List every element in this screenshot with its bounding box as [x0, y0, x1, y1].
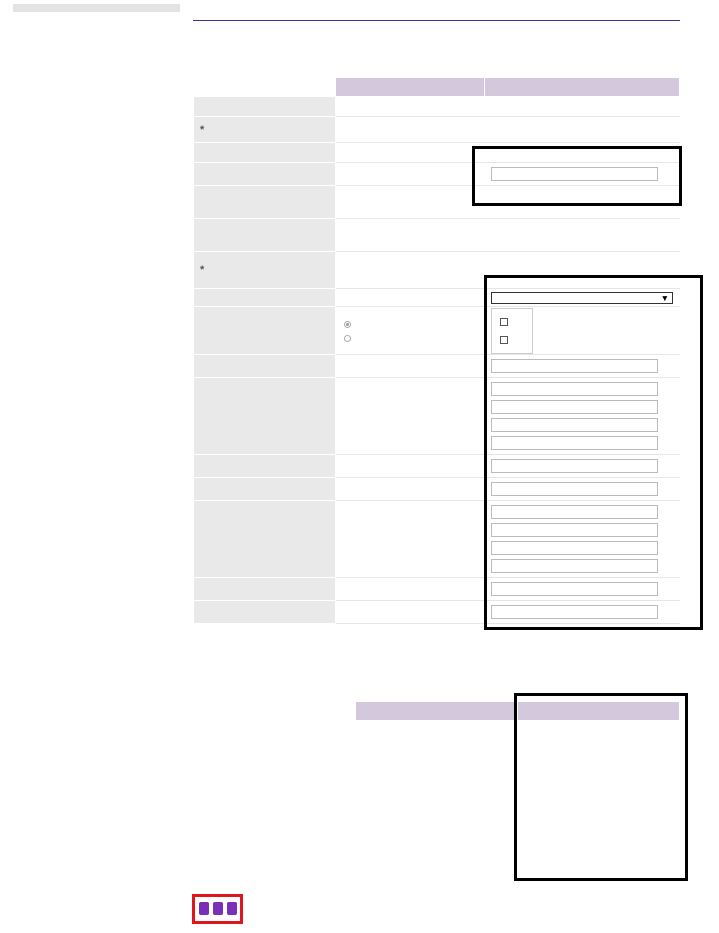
home-fax-field[interactable] — [491, 482, 658, 496]
sidebar — [13, 4, 180, 12]
mobile-field[interactable] — [491, 359, 658, 373]
office-address-line-2[interactable] — [491, 523, 658, 537]
card-name-value — [336, 117, 485, 143]
home-address-line-3[interactable] — [491, 418, 658, 432]
home-address-line-1[interactable] — [491, 382, 658, 396]
directory-table — [193, 701, 680, 721]
required-star: * — [200, 264, 205, 276]
cancel-button[interactable] — [227, 902, 237, 915]
row-office-phone — [194, 578, 680, 601]
home-address-line-4[interactable] — [491, 436, 658, 450]
row-office-fax — [194, 601, 680, 624]
job-value — [336, 289, 485, 307]
col-updated-info — [485, 78, 680, 97]
office-address-line-3[interactable] — [491, 541, 658, 555]
main-content — [193, 0, 680, 303]
office-address-line-4[interactable] — [491, 559, 658, 573]
row-mailing-address — [194, 307, 680, 355]
email-field[interactable] — [491, 167, 658, 181]
status-value — [336, 143, 485, 163]
submit-button[interactable] — [199, 902, 209, 915]
row-member-status — [194, 143, 680, 163]
row-mobile — [194, 355, 680, 378]
row-discount — [194, 186, 680, 219]
mailing-checkbox-group — [491, 308, 533, 354]
row-office-address — [194, 501, 680, 578]
mailing-home-checkbox[interactable] — [500, 318, 508, 326]
discount-value — [336, 186, 485, 219]
office-fax-field[interactable] — [491, 605, 658, 619]
row-card-name — [194, 117, 680, 143]
row-autopay — [194, 219, 680, 252]
mailing-office-checkbox[interactable] — [500, 336, 508, 344]
mailing-office-radio[interactable] — [344, 335, 351, 342]
office-address-value — [336, 501, 485, 578]
row-home-phone — [194, 455, 680, 478]
row-member-id — [194, 97, 680, 117]
chevron-down-icon: ▼ — [660, 292, 669, 303]
directory-highlight-box — [514, 693, 688, 881]
member-id-value — [336, 97, 485, 117]
row-valid-registration — [194, 252, 680, 289]
autopay-value — [336, 219, 485, 252]
home-address-value — [336, 378, 485, 455]
home-address-line-2[interactable] — [491, 400, 658, 414]
office-phone-field[interactable] — [491, 582, 658, 596]
breadcrumb — [193, 0, 680, 21]
col-member-info — [336, 78, 485, 97]
mailing-home-radio[interactable] — [344, 321, 351, 328]
email-value — [336, 163, 485, 186]
home-phone-field[interactable] — [491, 459, 658, 473]
dir-col-member-info — [356, 702, 518, 721]
reset-button[interactable] — [213, 902, 223, 915]
form-buttons — [199, 902, 237, 915]
row-home-address — [194, 378, 680, 455]
member-submenu — [13, 4, 180, 12]
row-home-fax — [194, 478, 680, 501]
office-address-line-1[interactable] — [491, 505, 658, 519]
required-star: * — [200, 123, 205, 136]
profile-table — [193, 77, 680, 624]
row-email — [194, 163, 680, 186]
dir-col-updated-info — [518, 702, 680, 721]
row-job-nature — [194, 289, 680, 307]
mobile-value — [336, 355, 485, 378]
job-nature-select[interactable] — [491, 292, 673, 304]
